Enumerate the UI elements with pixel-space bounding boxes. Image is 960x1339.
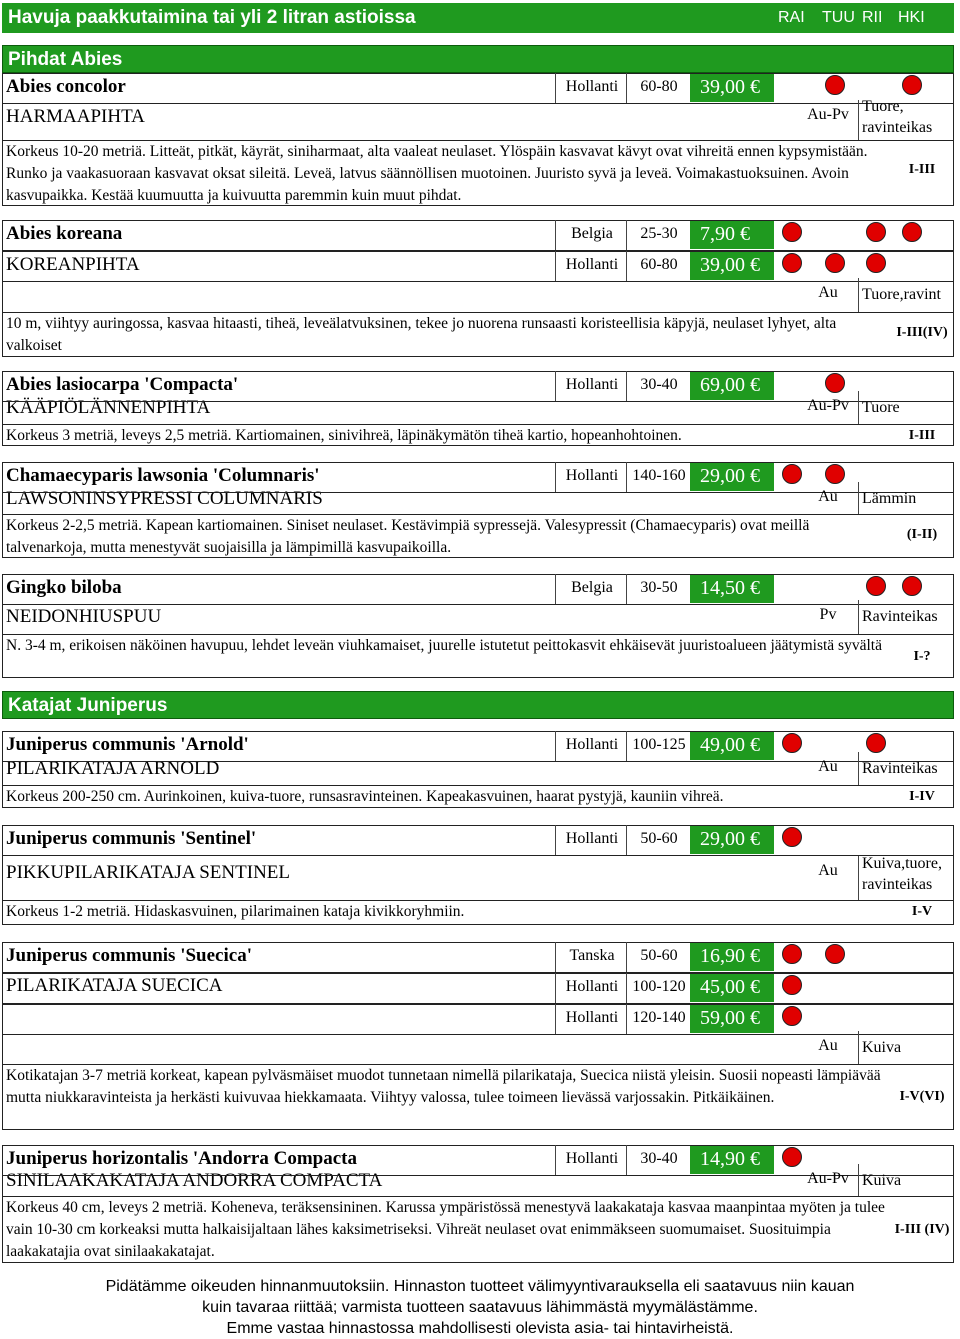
product-origin: Hollanti [565, 78, 619, 95]
product-origin: Hollanti [565, 830, 619, 847]
hardiness-zone: I-V(VI) [899, 1089, 945, 1104]
product-soil: Kuiva [862, 1039, 902, 1056]
product-description: Korkeus 40 cm, leveys 2 metriä. Koheneva, teräksensininen. Karussa ympäristössä menestyvä laakakataja kasvaa maanpintaa myöten ja tulee vain 10-30 cm korkeaksi mutta halkaisijaltaan lähes kaksimetriseksi. Vihreät neulaset ovat enimmäkseen suomumaiset. Suosituimpia laakakatajia ovat sinilaakakatajat. [6, 1199, 885, 1260]
column-divider [626, 731, 627, 762]
product-soil: Tuore [862, 399, 900, 416]
page-title: Havuja paakkutaimina tai yli 2 litran astioissa [8, 7, 416, 28]
product-price: 7,90 € [690, 221, 774, 249]
column-divider [858, 600, 859, 634]
product-origin: Hollanti [565, 978, 619, 995]
red-dot-icon [902, 75, 922, 95]
footer-line: Pidätämme oikeuden hinnanmuutoksiin. Hinnaston tuotteet välimyyntivarauksella eli saatavuus niin kauan [105, 1278, 855, 1295]
product-price: 39,00 € [690, 252, 774, 280]
product-finnish-name: PIKKUPILARIKATAJA SENTINEL [6, 862, 290, 883]
product-latin-name: Chamaecyparis lawsonia 'Columnaris' [6, 465, 320, 486]
column-divider [555, 574, 556, 605]
section-header-abies: Pihdat Abies [2, 45, 954, 73]
product-light-requirement: Au [818, 862, 838, 879]
column-divider [858, 391, 859, 424]
product-size: 30-50 [640, 579, 678, 596]
product-finnish-name: KOREANPIHTA [6, 254, 140, 275]
product-size: 50-60 [640, 830, 678, 847]
footer-line: kuin tavaraa riittää; varmista tuotteen saatavuus lähimmästä myymälästämme. [202, 1299, 758, 1316]
column-divider [626, 825, 627, 856]
store-col-tuu: TUU [822, 9, 855, 26]
product-price: 69,00 € [690, 372, 774, 400]
column-divider [626, 574, 627, 605]
red-dot-icon [902, 222, 922, 242]
red-dot-icon [782, 733, 802, 753]
product-latin-name: Juniperus horizontalis 'Andorra Compacta [6, 1148, 357, 1169]
variant-divider [2, 855, 954, 856]
product-size: 30-40 [640, 376, 678, 393]
product-size: 100-120 [632, 978, 686, 995]
product-origin: Belgia [571, 225, 613, 242]
column-divider [555, 731, 556, 762]
column-divider [555, 1004, 556, 1035]
product-size: 140-160 [632, 467, 686, 484]
product-origin: Hollanti [565, 376, 619, 393]
section-header-juniperus: Katajat Juniperus [2, 691, 954, 719]
red-dot-icon [782, 222, 802, 242]
product-size: 120-140 [632, 1009, 686, 1026]
column-divider [858, 1031, 859, 1064]
column-divider [626, 1004, 627, 1035]
product-soil: Tuore, ravinteikas [862, 98, 933, 136]
product-soil: Kuiva [862, 1172, 902, 1189]
hardiness-zone: I-V [911, 904, 933, 919]
product-light-requirement: Pv [819, 606, 837, 623]
product-origin: Belgia [571, 579, 613, 596]
product-latin-name: Juniperus communis 'Suecica' [6, 945, 252, 966]
product-soil: Ravinteikas [862, 760, 938, 777]
product-latin-name: Abies koreana [6, 223, 123, 244]
product-description: Korkeus 3 metriä, leveys 2,5 metriä. Kartiomainen, sinivihreä, läpinäkymätön tiheä kartio, hopeanhohtoinen. [6, 427, 682, 444]
footer-line: Emme vastaa hinnastossa mahdollisesti olevista asia- tai hintavirheistä. [226, 1320, 734, 1337]
column-divider [626, 220, 627, 251]
product-soil: Tuore,ravint [862, 286, 941, 303]
column-divider [626, 462, 627, 493]
red-dot-icon [782, 1147, 802, 1167]
product-light-requirement: Au [818, 758, 838, 775]
product-soil: Ravinteikas [862, 608, 938, 625]
red-dot-icon [782, 944, 802, 964]
column-divider [555, 1145, 556, 1176]
product-light-requirement: Au-Pv [807, 397, 849, 414]
hardiness-zone: I-III (IV) [894, 1222, 950, 1237]
hardiness-zone: I-III [908, 162, 936, 177]
product-price: 29,00 € [690, 463, 774, 491]
red-dot-icon [782, 1006, 802, 1026]
variant-divider [2, 604, 954, 605]
product-description: Korkeus 200-250 cm. Aurinkoinen, kuiva-tuore, runsasravinteinen. Kapeakasvuinen, haarat pystyjä, kauniin vihreä. [6, 788, 724, 805]
column-divider [555, 73, 556, 104]
variant-divider [2, 103, 954, 104]
column-divider [555, 942, 556, 973]
product-finnish-name: PILARIKATAJA SUECICA [6, 975, 223, 996]
product-size: 30-40 [640, 1150, 678, 1167]
variant-divider [2, 1004, 954, 1005]
red-dot-icon [825, 464, 845, 484]
column-divider [626, 251, 627, 282]
product-price: 29,00 € [690, 826, 774, 854]
column-divider [626, 1145, 627, 1176]
red-dot-icon [866, 222, 886, 242]
column-divider [555, 825, 556, 856]
store-col-rii: RII [862, 9, 883, 26]
red-dot-icon [825, 373, 845, 393]
column-divider [858, 482, 859, 514]
column-divider [858, 1164, 859, 1196]
product-price: 39,00 € [690, 74, 774, 102]
red-dot-icon [825, 944, 845, 964]
variant-divider [2, 1034, 954, 1035]
product-size: 60-80 [640, 78, 678, 95]
product-light-requirement: Au-Pv [807, 106, 849, 123]
product-light-requirement: Au [818, 488, 838, 505]
red-dot-icon [866, 576, 886, 596]
red-dot-icon [782, 827, 802, 847]
variant-divider [2, 973, 954, 974]
product-light-requirement: Au [818, 1037, 838, 1054]
product-price: 16,90 € [690, 943, 774, 971]
product-finnish-name: PILARIKATAJA ARNOLD [6, 758, 220, 779]
column-divider [555, 462, 556, 493]
product-origin: Hollanti [565, 736, 619, 753]
product-finnish-name: NEIDONHIUSPUU [6, 606, 162, 627]
product-latin-name: Abies lasiocarpa 'Compacta' [6, 374, 239, 395]
product-latin-name: Abies concolor [6, 76, 126, 97]
column-divider [858, 856, 859, 900]
product-price: 14,90 € [690, 1146, 774, 1174]
red-dot-icon [866, 733, 886, 753]
page-header [2, 3, 954, 33]
product-description: Korkeus 10-20 metriä. Litteät, pitkät, käyrät, siniharmaat, alta vaaleat neulaset. Ylöspäin kasvavat kävyt ovat vihreitä ennen kypsymistään. Runko ja vaakasuoraan kasvavat oksat sileitä. Leveä, latvus säännöllisen muotoinen. Juuristo syvä ja leveä. Voimakastuoksuinen. Avoin kasvupaikka. Kestää kuumuutta ja kuivuutta paremmin kuin muut pihdat. [6, 143, 868, 204]
product-price: 59,00 € [690, 1005, 774, 1033]
product-finnish-name: LAWSONINSYPRESSI COLUMNARIS [6, 488, 323, 509]
product-soil: Kuiva,tuore, ravinteikas [862, 855, 942, 893]
product-finnish-name: HARMAAPIHTA [6, 106, 145, 127]
column-divider [626, 973, 627, 1004]
red-dot-icon [825, 75, 845, 95]
red-dot-icon [782, 975, 802, 995]
column-divider [858, 752, 859, 785]
product-origin: Tanska [569, 947, 615, 964]
product-origin: Hollanti [565, 1150, 619, 1167]
product-light-requirement: Au-Pv [807, 1170, 849, 1187]
product-latin-name: Juniperus communis 'Sentinel' [6, 828, 257, 849]
hardiness-zone: I-III [908, 428, 936, 443]
product-origin: Hollanti [565, 467, 619, 484]
store-col-rai: RAI [778, 9, 805, 26]
product-size: 50-60 [640, 947, 678, 964]
column-divider [555, 220, 556, 251]
hardiness-zone: I-? [913, 649, 931, 664]
product-origin: Hollanti [565, 1009, 619, 1026]
product-description: Kotikatajan 3-7 metriä korkeat, kapean pylväsmäiset muodot tunnetaan nimellä pilarikataja, Suecica niistä yleisin. Suosii nopeasti lämpiävää mutta niukkaravinteista ja herkästi kuivuvaa hiekkamaata. Viihtyy valossa, tulee toimeen lievässä varjossakin. Pitkäikäinen. [6, 1067, 881, 1106]
product-description: Korkeus 1-2 metriä. Hidaskasvuinen, pilarimainen kataja kivikkoryhmiin. [6, 903, 465, 920]
hardiness-zone: (I-II) [906, 527, 938, 542]
product-latin-name: Gingko biloba [6, 577, 122, 598]
hardiness-zone: I-IV [909, 789, 935, 804]
product-origin: Hollanti [565, 256, 619, 273]
column-divider [555, 371, 556, 402]
red-dot-icon [902, 576, 922, 596]
product-price: 45,00 € [690, 974, 774, 1002]
product-price: 14,50 € [690, 575, 774, 603]
product-soil: Lämmin [862, 490, 917, 507]
column-divider [555, 251, 556, 282]
product-description: Korkeus 2-2,5 metriä. Kapean kartiomainen. Siniset neulaset. Kestävimpiä sypressejä. Valesypressit (Chamaecyparis) ovat meillä talvenarkoja, mutta menestyvät suojaisilla ja lämpimillä kasvupaikoilla. [6, 517, 810, 556]
product-light-requirement: Au [818, 284, 838, 301]
product-description: N. 3-4 m, erikoisen näköinen havupuu, lehdet leveän viuhkamaiset, juurelle istutetut peittokasvit ehkäisevät juuristoalueen jäätymistä syvältä [6, 637, 882, 654]
red-dot-icon [782, 464, 802, 484]
column-divider [626, 73, 627, 104]
product-size: 60-80 [640, 256, 678, 273]
hardiness-zone: I-III(IV) [896, 325, 948, 340]
column-divider [626, 371, 627, 402]
product-price: 49,00 € [690, 732, 774, 760]
variant-divider [2, 281, 954, 282]
store-col-hki: HKI [898, 9, 925, 26]
column-divider [858, 100, 859, 140]
product-finnish-name: KÄÄPIÖLÄNNENPIHTA [6, 397, 211, 418]
column-divider [626, 942, 627, 973]
column-divider [858, 278, 859, 312]
variant-divider [2, 251, 954, 252]
product-size: 25-30 [640, 225, 678, 242]
product-description: 10 m, viihtyy auringossa, kasvaa hitaasti, tiheä, leveälatvuksinen, tekee jo nuorena runsaasti koristeellisia käpyjä, neulaset lyhyet, alta valkoiset [6, 315, 837, 354]
red-dot-icon [825, 253, 845, 273]
red-dot-icon [782, 253, 802, 273]
product-finnish-name: SINILAAKAKATAJA ANDORRA COMPACTA [6, 1170, 383, 1191]
column-divider [555, 973, 556, 1004]
footer-notice [0, 1276, 960, 1339]
product-latin-name: Juniperus communis 'Arnold' [6, 734, 249, 755]
product-size: 100-125 [632, 736, 686, 753]
red-dot-icon [866, 253, 886, 273]
